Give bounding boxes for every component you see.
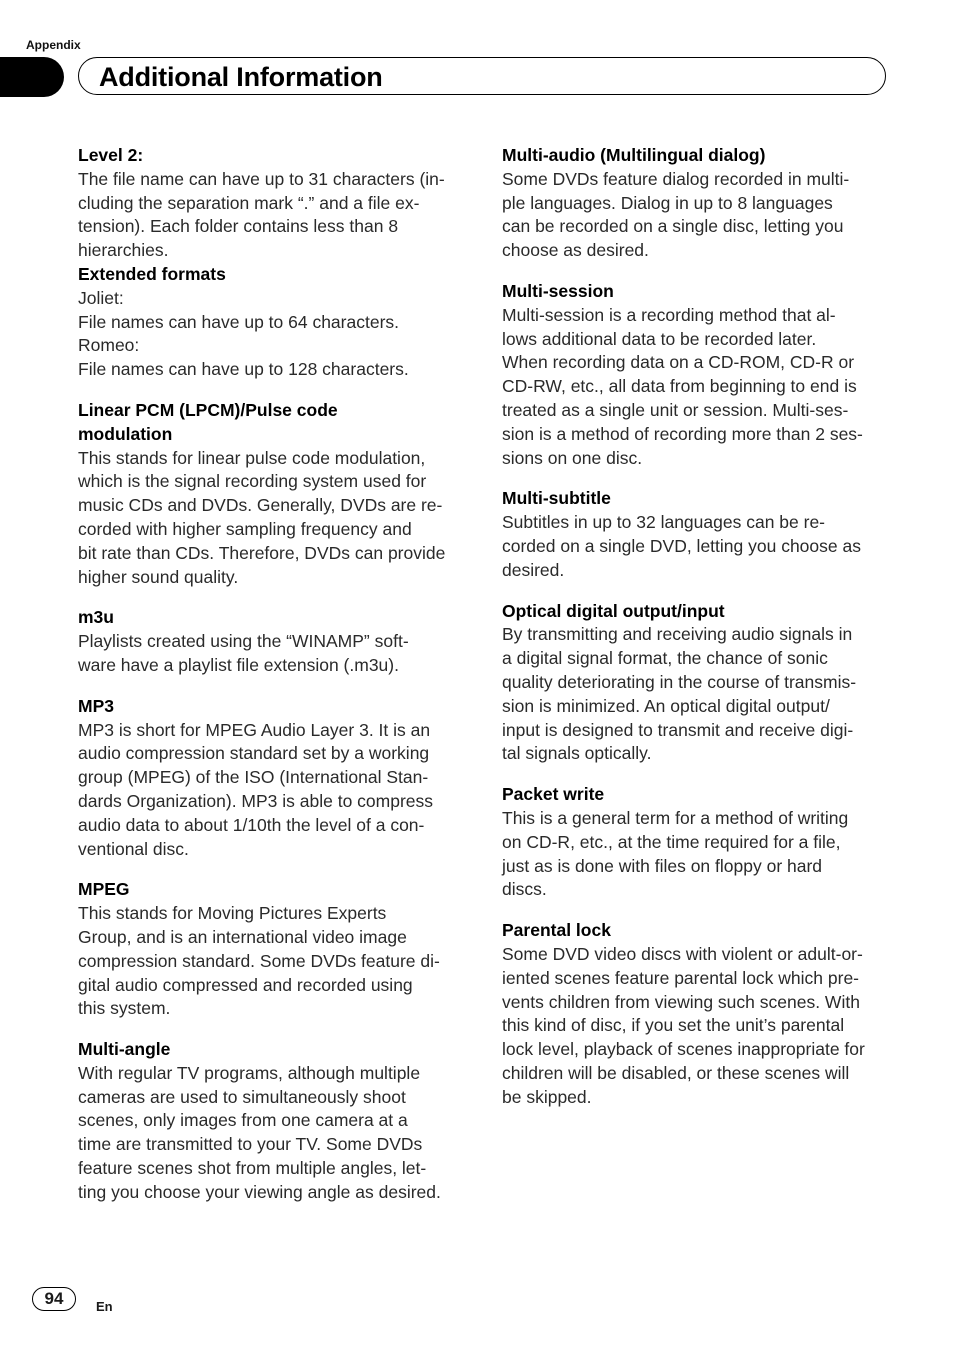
glossary-entry-multi-angle	[78, 1038, 468, 1205]
term: m3u	[78, 607, 114, 628]
definition: With regular TV programs, although multiple cameras are used to simultaneously shoot scenes, only images from one camera at a time are transmitted to your TV. Some DVDs feature scenes shot from multiple angles, let- ting you choose your viewing angle as desired.	[78, 1062, 441, 1202]
left-column	[78, 144, 468, 1222]
definition: This stands for Moving Pictures Experts Group, and is an international video image compression standard. Some DVDs feature di- gital audio compressed and recorded using this system.	[78, 903, 440, 1019]
definition: Some DVD video discs with violent or adult-or- iented scenes feature parental lock which pre- vents children from viewing such scenes. With this kind of disc, if you set the unit’s parental lock level, playback of scenes inappropriate for children will be disabled, or these scenes will be skipped.	[502, 943, 865, 1107]
page-title: Additional Information	[99, 62, 383, 92]
language-code: En	[96, 1299, 113, 1314]
term: Multi-subtitle	[502, 488, 611, 509]
definition: MP3 is short for MPEG Audio Layer 3. It is an audio compression standard set by a working group (MPEG) of the ISO (International Stan- dards Organization). MP3 is able to compress audio data to about 1/10th the level of a con- ventional disc.	[78, 719, 434, 859]
definition: The file name can have up to 31 characters (in- cluding the separation mark “.” and a file ex- tension). Each folder contains less than 8 hierarchies.	[78, 168, 445, 261]
term: Multi-audio (Multilingual dialog)	[502, 145, 766, 165]
glossary-entry-lpcm	[78, 399, 468, 589]
title-frame	[78, 57, 886, 95]
section-tab-marker	[0, 57, 64, 97]
term: Level 2:	[78, 145, 144, 165]
glossary-entry-multi-subtitle	[502, 487, 892, 582]
right-column	[502, 144, 892, 1126]
term: Linear PCM (LPCM)/Pulse code modulation	[78, 399, 338, 444]
term: MP3	[78, 695, 114, 716]
glossary-entry-extended-formats	[78, 263, 468, 382]
page-number: 94	[32, 1287, 76, 1311]
term: Parental lock	[502, 920, 611, 941]
term: Packet write	[502, 784, 605, 805]
definition: Playlists created using the “WINAMP” soft- ware have a playlist file extension (.m3u).	[78, 631, 409, 675]
definition: Subtitles in up to 32 languages can be re- corded on a single DVD, letting you choose as desired.	[502, 512, 861, 580]
definition: By transmitting and receiving audio signals in a digital signal format, the chance of sonic quality deteriorating in the course of transmis- sion is minimized. An optical digital output/ input is designed to transmit and receive digi- tal signals optically.	[502, 624, 857, 764]
definition: This stands for linear pulse code modulation, which is the signal recording system used for music CDs and DVDs. Generally, DVDs are re- corded with higher sampling frequency and bit rate than CDs. Therefore, DVDs can provide higher sound quality.	[78, 447, 446, 587]
glossary-entry-multi-audio	[502, 144, 892, 263]
term: Optical digital output/input	[502, 600, 725, 621]
section-label: Appendix	[26, 38, 81, 52]
glossary-entry-mp3	[78, 695, 468, 862]
term: MPEG	[78, 879, 130, 900]
glossary-entry-optical-digital	[502, 600, 892, 767]
glossary-entry-mpeg	[78, 878, 468, 1021]
glossary-entry-level-2	[78, 144, 468, 263]
glossary-entry-m3u	[78, 606, 468, 677]
definition: Some DVDs feature dialog recorded in multi- ple languages. Dialog in up to 8 languages can be recorded on a single disc, letting you choose as desired.	[502, 168, 850, 261]
glossary-entry-multi-session	[502, 280, 892, 470]
glossary-entry-parental-lock	[502, 919, 892, 1109]
glossary-entry-packet-write	[502, 783, 892, 902]
definition: Joliet: File names can have up to 64 characters. Romeo: File names can have up to 128 characters.	[78, 287, 409, 380]
term: Multi-session	[502, 280, 614, 301]
term: Extended formats	[78, 263, 226, 284]
term: Multi-angle	[78, 1039, 171, 1060]
definition: Multi-session is a recording method that al- lows additional data to be recorded later. When recording data on a CD-ROM, CD-R or CD-RW, etc., all data from beginning to end is treated as a single unit or session. Multi-ses- sion is a method of recording more than 2 ses- sions on one disc.	[502, 304, 863, 468]
definition: This is a general term for a method of writing on CD-R, etc., at the time required for a file, just as is done with files on floppy or hard discs.	[502, 807, 849, 900]
